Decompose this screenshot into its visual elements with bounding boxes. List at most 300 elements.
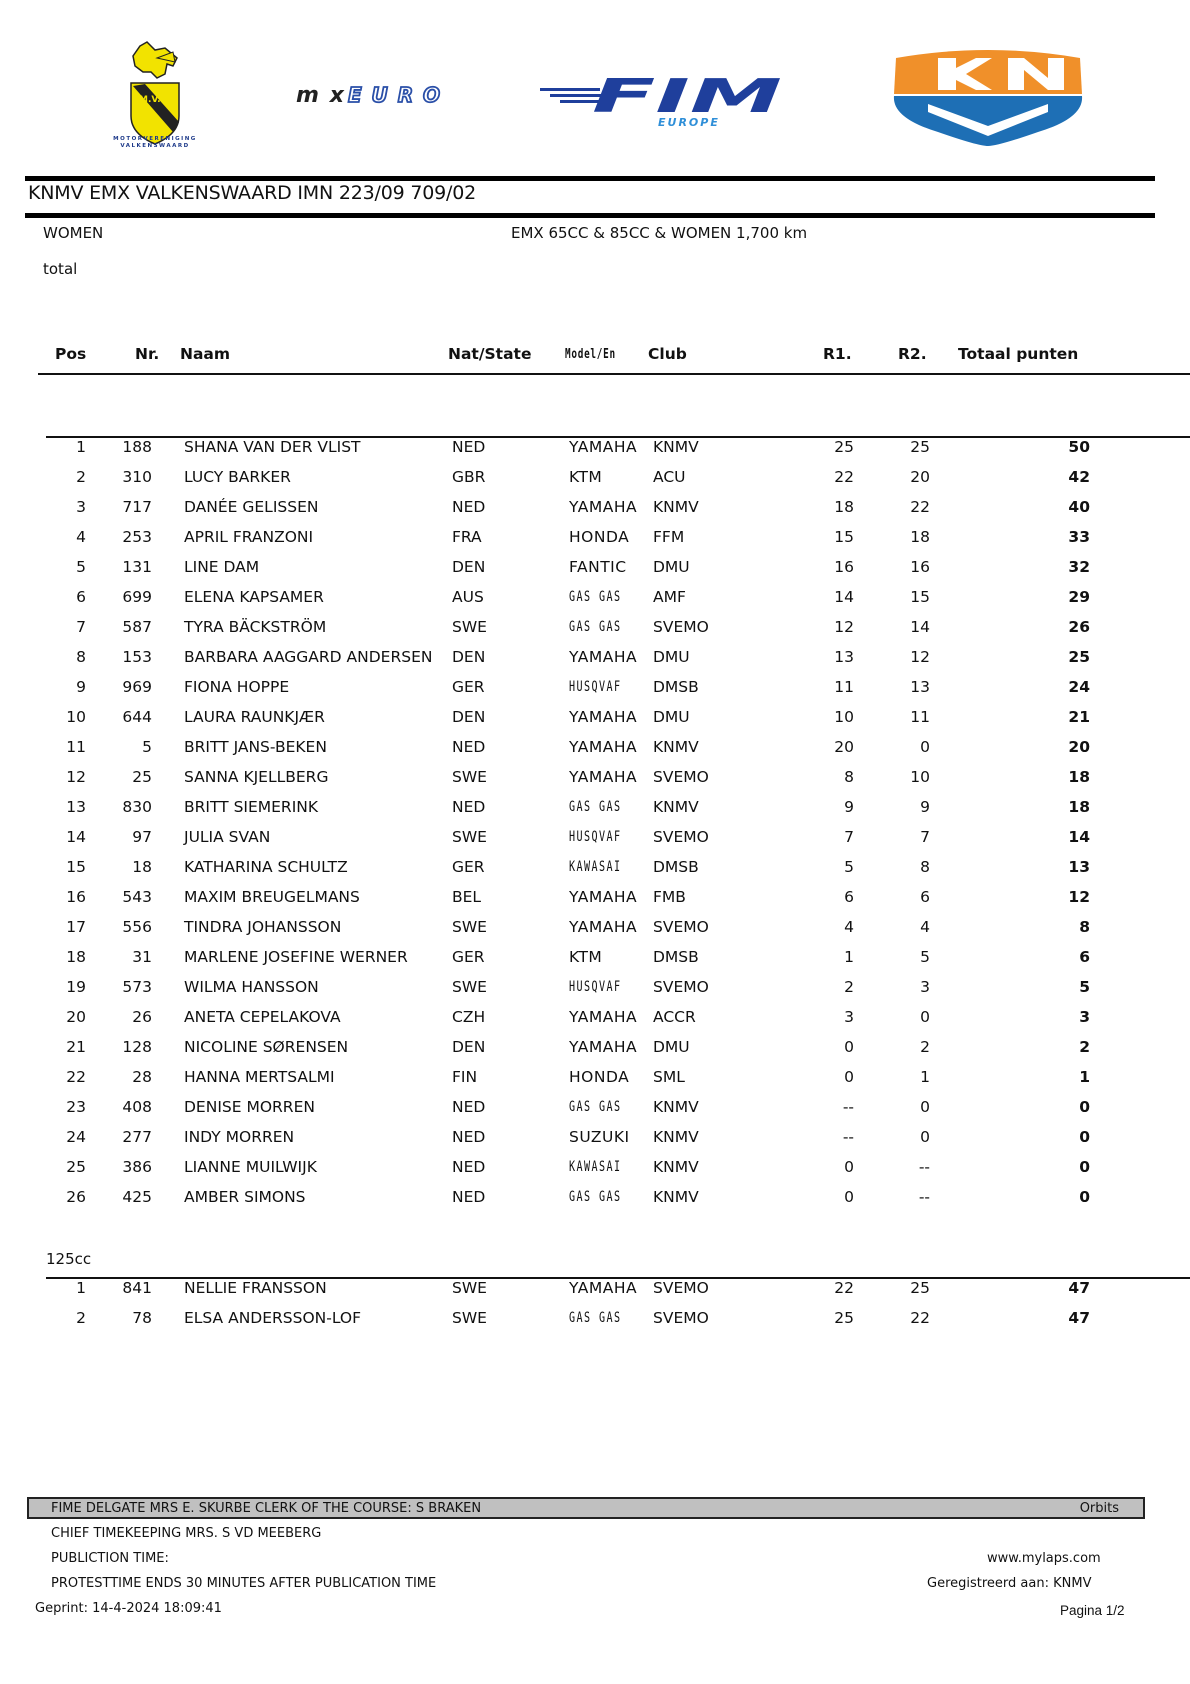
number-cell: 841 xyxy=(122,1279,152,1297)
race2-points-cell: 6 xyxy=(920,888,930,906)
nationality-cell: NED xyxy=(452,1098,486,1116)
svg-text:FIM: FIM xyxy=(592,70,782,123)
mylaps-website[interactable]: www.mylaps.com xyxy=(987,1551,1101,1566)
category-label: WOMEN xyxy=(43,224,104,242)
table-row xyxy=(0,558,1190,588)
total-points-cell: 8 xyxy=(1079,918,1090,936)
total-points-cell: 40 xyxy=(1068,498,1090,516)
race1-points-cell: 12 xyxy=(834,618,854,636)
club-cell: DMSB xyxy=(653,948,699,966)
number-cell: 28 xyxy=(132,1068,152,1086)
nationality-cell: NED xyxy=(452,798,486,816)
total-points-cell: 50 xyxy=(1068,438,1090,456)
chief-timekeeping: CHIEF TIMEKEEPING MRS. S VD MEEBERG xyxy=(51,1526,322,1541)
table-row xyxy=(0,858,1190,888)
model-cell: YAMAHA xyxy=(569,768,638,786)
race1-points-cell: 5 xyxy=(844,858,854,876)
club-cell: AMF xyxy=(653,588,686,606)
mvv-logo-text: MOTORVERENIGING VALKENSWAARD xyxy=(113,136,197,149)
model-cell: GAS GAS xyxy=(569,619,622,635)
race1-points-cell: 14 xyxy=(834,588,854,606)
model-cell: SUZUKI xyxy=(569,1128,630,1146)
position-cell: 12 xyxy=(66,768,86,786)
number-cell: 556 xyxy=(122,918,152,936)
race2-points-cell: 0 xyxy=(920,738,930,756)
table-row xyxy=(0,1309,1190,1339)
table-row xyxy=(0,1158,1190,1188)
race2-points-cell: 0 xyxy=(920,1008,930,1026)
club-cell: KNMV xyxy=(653,1098,699,1116)
rider-name-cell: MAXIM BREUGELMANS xyxy=(184,888,360,906)
position-cell: 14 xyxy=(66,828,86,846)
col-header-nr: Nr. xyxy=(135,345,160,363)
nationality-cell: CZH xyxy=(452,1008,486,1026)
club-cell: ACU xyxy=(653,468,686,486)
nationality-cell: DEN xyxy=(452,648,486,666)
position-cell: 25 xyxy=(66,1158,86,1176)
race2-points-cell: 12 xyxy=(910,648,930,666)
race1-points-cell: 7 xyxy=(844,828,854,846)
nationality-cell: DEN xyxy=(452,708,486,726)
nationality-cell: NED xyxy=(452,1188,486,1206)
race2-points-cell: 25 xyxy=(910,438,930,456)
model-cell: YAMAHA xyxy=(569,918,638,936)
rider-name-cell: NICOLINE SØRENSEN xyxy=(184,1038,349,1056)
table-row xyxy=(0,918,1190,948)
table-row xyxy=(0,588,1190,618)
model-cell: GAS GAS xyxy=(569,799,622,815)
nationality-cell: SWE xyxy=(452,618,487,636)
club-cell: KNMV xyxy=(653,1128,699,1146)
table-row xyxy=(0,1188,1190,1218)
number-cell: 153 xyxy=(122,648,152,666)
race2-points-cell: 22 xyxy=(910,1309,930,1327)
nationality-cell: NED xyxy=(452,438,486,456)
position-cell: 23 xyxy=(66,1098,86,1116)
number-cell: 18 xyxy=(132,858,152,876)
race2-points-cell: 9 xyxy=(920,798,930,816)
number-cell: 188 xyxy=(122,438,152,456)
fim-wordmark-icon xyxy=(540,70,785,130)
nationality-cell: SWE xyxy=(452,978,487,996)
class-125-label: 125cc xyxy=(46,1250,92,1268)
model-cell: HUSQVAF xyxy=(569,829,622,845)
total-points-cell: 0 xyxy=(1079,1128,1090,1146)
rider-name-cell: INDY MORREN xyxy=(184,1128,295,1146)
number-cell: 131 xyxy=(122,558,152,576)
col-header-r1: R1. xyxy=(823,345,852,363)
model-cell: KTM xyxy=(569,468,603,486)
position-cell: 22 xyxy=(66,1068,86,1086)
race2-points-cell: 8 xyxy=(920,858,930,876)
rider-name-cell: WILMA HANSSON xyxy=(184,978,319,996)
number-cell: 543 xyxy=(122,888,152,906)
model-cell: FANTIC xyxy=(569,558,627,576)
table-row xyxy=(0,1279,1190,1309)
number-cell: 699 xyxy=(122,588,152,606)
number-cell: 644 xyxy=(122,708,152,726)
race2-points-cell: 10 xyxy=(910,768,930,786)
club-cell: KNMV xyxy=(653,738,699,756)
total-points-cell: 1 xyxy=(1079,1068,1090,1086)
position-cell: 13 xyxy=(66,798,86,816)
table-row xyxy=(0,1128,1190,1158)
race2-points-cell: -- xyxy=(918,1158,930,1176)
nationality-cell: NED xyxy=(452,1158,486,1176)
race1-points-cell: 22 xyxy=(834,1279,854,1297)
model-cell: GAS GAS xyxy=(569,589,622,605)
col-header-nat: Nat/State xyxy=(448,345,532,363)
number-cell: 253 xyxy=(122,528,152,546)
fim-europe-logo xyxy=(540,70,785,130)
nationality-cell: SWE xyxy=(452,768,487,786)
nationality-cell: SWE xyxy=(452,828,487,846)
rider-name-cell: KATHARINA SCHULTZ xyxy=(184,858,348,876)
race1-points-cell: 20 xyxy=(834,738,854,756)
nationality-cell: NED xyxy=(452,738,486,756)
rider-name-cell: FIONA HOPPE xyxy=(184,678,290,696)
mxeuro-logo xyxy=(296,84,444,106)
club-cell: DMU xyxy=(653,708,690,726)
position-cell: 16 xyxy=(66,888,86,906)
number-cell: 425 xyxy=(122,1188,152,1206)
knmv-logo xyxy=(888,46,1088,148)
number-cell: 277 xyxy=(122,1128,152,1146)
subtitle-label: total xyxy=(43,260,78,278)
table-row xyxy=(0,618,1190,648)
rider-name-cell: MARLENE JOSEFINE WERNER xyxy=(184,948,408,966)
club-cell: SML xyxy=(653,1068,685,1086)
model-cell: HUSQVAF xyxy=(569,679,622,695)
race1-points-cell: 1 xyxy=(844,948,854,966)
club-cell: DMSB xyxy=(653,858,699,876)
total-points-cell: 42 xyxy=(1068,468,1090,486)
page-title: KNMV EMX VALKENSWAARD IMN 223/09 709/02 xyxy=(28,182,476,204)
total-points-cell: 47 xyxy=(1068,1279,1090,1297)
model-cell: YAMAHA xyxy=(569,738,638,756)
nationality-cell: FRA xyxy=(452,528,482,546)
race2-points-cell: 1 xyxy=(920,1068,930,1086)
total-points-cell: 18 xyxy=(1068,768,1090,786)
race1-points-cell: 25 xyxy=(834,1309,854,1327)
position-cell: 3 xyxy=(76,498,86,516)
title-rule-top xyxy=(25,176,1155,181)
model-cell: KAWASAI xyxy=(569,1159,622,1175)
race1-points-cell: 16 xyxy=(834,558,854,576)
race2-points-cell: 7 xyxy=(920,828,930,846)
rider-name-cell: SHANA VAN DER VLIST xyxy=(184,438,361,456)
model-cell: YAMAHA xyxy=(569,1008,638,1026)
publication-time: PUBLICTION TIME: xyxy=(51,1551,169,1566)
race2-points-cell: 4 xyxy=(920,918,930,936)
race1-points-cell: 0 xyxy=(844,1038,854,1056)
race2-points-cell: 2 xyxy=(920,1038,930,1056)
nationality-cell: DEN xyxy=(452,1038,486,1056)
position-cell: 9 xyxy=(76,678,86,696)
table-row xyxy=(0,1068,1190,1098)
rider-name-cell: APRIL FRANZONI xyxy=(184,528,314,546)
club-cell: SVEMO xyxy=(653,1279,709,1297)
position-cell: 20 xyxy=(66,1008,86,1026)
position-cell: 24 xyxy=(66,1128,86,1146)
race1-points-cell: 22 xyxy=(834,468,854,486)
model-cell: KTM xyxy=(569,948,603,966)
race2-points-cell: 13 xyxy=(910,678,930,696)
table-row xyxy=(0,948,1190,978)
race2-points-cell: 5 xyxy=(920,948,930,966)
club-cell: SVEMO xyxy=(653,918,709,936)
nationality-cell: FIN xyxy=(452,1068,478,1086)
position-cell: 17 xyxy=(66,918,86,936)
race2-points-cell: 0 xyxy=(920,1098,930,1116)
race1-points-cell: 11 xyxy=(834,678,854,696)
number-cell: 310 xyxy=(122,468,152,486)
total-points-cell: 14 xyxy=(1068,828,1090,846)
number-cell: 5 xyxy=(142,738,152,756)
number-cell: 97 xyxy=(132,828,152,846)
number-cell: 717 xyxy=(122,498,152,516)
rider-name-cell: BRITT SIEMERINK xyxy=(184,798,319,816)
total-points-cell: 6 xyxy=(1079,948,1090,966)
club-cell: KNMV xyxy=(653,438,699,456)
rider-name-cell: AMBER SIMONS xyxy=(184,1188,306,1206)
number-cell: 587 xyxy=(122,618,152,636)
nationality-cell: DEN xyxy=(452,558,486,576)
position-cell: 1 xyxy=(76,438,86,456)
printed-timestamp: Geprint: 14-4-2024 18:09:41 xyxy=(35,1601,222,1616)
race2-points-cell: 22 xyxy=(910,498,930,516)
number-cell: 969 xyxy=(122,678,152,696)
table-row xyxy=(0,648,1190,678)
club-cell: KNMV xyxy=(653,1188,699,1206)
total-points-cell: 29 xyxy=(1068,588,1090,606)
rider-name-cell: DENISE MORREN xyxy=(184,1098,315,1116)
total-points-cell: 0 xyxy=(1079,1158,1090,1176)
knmv-emblem-icon xyxy=(888,46,1088,148)
club-cell: SVEMO xyxy=(653,1309,709,1327)
position-cell: 2 xyxy=(76,468,86,486)
col-header-club: Club xyxy=(648,345,687,363)
table-row xyxy=(0,1038,1190,1068)
club-cell: SVEMO xyxy=(653,618,709,636)
club-cell: FMB xyxy=(653,888,686,906)
total-points-cell: 2 xyxy=(1079,1038,1090,1056)
mxeuro-wordmark-icon xyxy=(296,84,444,106)
page-number: Pagina 1/2 xyxy=(1060,1603,1125,1618)
table-row xyxy=(0,678,1190,708)
svg-text:EUROPE: EUROPE xyxy=(658,116,720,129)
rider-name-cell: JULIA SVAN xyxy=(184,828,271,846)
number-cell: 26 xyxy=(132,1008,152,1026)
rider-name-cell: BARBARA AAGGARD ANDERSEN xyxy=(184,648,433,666)
model-cell: YAMAHA xyxy=(569,888,638,906)
rider-name-cell: ELSA ANDERSSON-LOF xyxy=(184,1309,362,1327)
race1-points-cell: -- xyxy=(842,1128,854,1146)
total-points-cell: 26 xyxy=(1068,618,1090,636)
col-header-name: Naam xyxy=(180,345,231,363)
race1-points-cell: 10 xyxy=(834,708,854,726)
club-cell: SVEMO xyxy=(653,978,709,996)
race2-points-cell: 16 xyxy=(910,558,930,576)
col-header-model: Model/En xyxy=(565,347,616,362)
position-cell: 18 xyxy=(66,948,86,966)
number-cell: 31 xyxy=(132,948,152,966)
mvv-logo xyxy=(95,38,215,156)
table-row xyxy=(0,1098,1190,1128)
officials-bar xyxy=(27,1497,1145,1519)
total-points-cell: 32 xyxy=(1068,558,1090,576)
club-cell: DMU xyxy=(653,558,690,576)
rider-name-cell: ANETA CEPELAKOVA xyxy=(184,1008,341,1026)
rider-name-cell: BRITT JANS-BEKEN xyxy=(184,738,327,756)
svg-text:M.V.V.: M.V.V. xyxy=(139,95,170,105)
col-header-r2: R2. xyxy=(898,345,927,363)
table-row xyxy=(0,978,1190,1008)
nationality-cell: NED xyxy=(452,1128,486,1146)
club-cell: FFM xyxy=(653,528,685,546)
model-cell: HONDA xyxy=(569,528,630,546)
orbits-label: Orbits xyxy=(1079,1501,1119,1516)
position-cell: 1 xyxy=(76,1279,86,1297)
total-points-cell: 5 xyxy=(1079,978,1090,996)
model-cell: GAS GAS xyxy=(569,1099,622,1115)
position-cell: 26 xyxy=(66,1188,86,1206)
position-cell: 19 xyxy=(66,978,86,996)
race2-points-cell: 18 xyxy=(910,528,930,546)
club-cell: KNMV xyxy=(653,1158,699,1176)
club-cell: DMU xyxy=(653,648,690,666)
officials-text: FIME DELGATE MRS E. SKURBE CLERK OF THE COURSE: S BRAKEN xyxy=(51,1501,482,1516)
model-cell: YAMAHA xyxy=(569,1038,638,1056)
protest-time: PROTESTTIME ENDS 30 MINUTES AFTER PUBLICATION TIME xyxy=(51,1576,437,1591)
model-cell: YAMAHA xyxy=(569,1279,638,1297)
position-cell: 15 xyxy=(66,858,86,876)
number-cell: 25 xyxy=(132,768,152,786)
header-rule xyxy=(38,373,1190,375)
number-cell: 128 xyxy=(122,1038,152,1056)
table-row xyxy=(0,438,1190,468)
race1-points-cell: 0 xyxy=(844,1188,854,1206)
race1-points-cell: 6 xyxy=(844,888,854,906)
position-cell: 10 xyxy=(66,708,86,726)
rider-name-cell: LINE DAM xyxy=(184,558,260,576)
table-row xyxy=(0,768,1190,798)
model-cell: GAS GAS xyxy=(569,1189,622,1205)
total-points-cell: 0 xyxy=(1079,1188,1090,1206)
total-points-cell: 21 xyxy=(1068,708,1090,726)
race1-points-cell: -- xyxy=(842,1098,854,1116)
total-points-cell: 3 xyxy=(1079,1008,1090,1026)
position-cell: 5 xyxy=(76,558,86,576)
table-row xyxy=(0,528,1190,558)
nationality-cell: GER xyxy=(452,948,485,966)
nationality-cell: GBR xyxy=(452,468,486,486)
rider-name-cell: TYRA BÄCKSTRÖM xyxy=(184,618,327,636)
rider-name-cell: ELENA KAPSAMER xyxy=(184,588,324,606)
club-cell: KNMV xyxy=(653,798,699,816)
nationality-cell: BEL xyxy=(452,888,482,906)
total-points-cell: 12 xyxy=(1068,888,1090,906)
rider-name-cell: TINDRA JOHANSSON xyxy=(184,918,342,936)
race2-points-cell: 3 xyxy=(920,978,930,996)
race2-points-cell: 0 xyxy=(920,1128,930,1146)
total-points-cell: 24 xyxy=(1068,678,1090,696)
club-cell: DMSB xyxy=(653,678,699,696)
nationality-cell: SWE xyxy=(452,1279,487,1297)
position-cell: 21 xyxy=(66,1038,86,1056)
nationality-cell: AUS xyxy=(452,588,484,606)
model-cell: HONDA xyxy=(569,1068,630,1086)
race2-points-cell: 11 xyxy=(910,708,930,726)
club-cell: KNMV xyxy=(653,498,699,516)
table-row xyxy=(0,1008,1190,1038)
race2-points-cell: 25 xyxy=(910,1279,930,1297)
table-row xyxy=(0,498,1190,528)
nationality-cell: SWE xyxy=(452,1309,487,1327)
club-cell: SVEMO xyxy=(653,828,709,846)
number-cell: 78 xyxy=(132,1309,152,1327)
race1-points-cell: 2 xyxy=(844,978,854,996)
race1-points-cell: 4 xyxy=(844,918,854,936)
table-row xyxy=(0,798,1190,828)
number-cell: 386 xyxy=(122,1158,152,1176)
table-row xyxy=(0,738,1190,768)
model-cell: YAMAHA xyxy=(569,648,638,666)
position-cell: 7 xyxy=(76,618,86,636)
event-label: EMX 65CC & 85CC & WOMEN 1,700 km xyxy=(511,224,808,242)
club-cell: DMU xyxy=(653,1038,690,1056)
rider-name-cell: DANÉE GELISSEN xyxy=(184,498,319,516)
race2-points-cell: 20 xyxy=(910,468,930,486)
race2-points-cell: -- xyxy=(918,1188,930,1206)
rider-name-cell: HANNA MERTSALMI xyxy=(184,1068,335,1086)
number-cell: 408 xyxy=(122,1098,152,1116)
race1-points-cell: 15 xyxy=(834,528,854,546)
position-cell: 4 xyxy=(76,528,86,546)
col-header-pos: Pos xyxy=(55,345,87,363)
total-points-cell: 25 xyxy=(1068,648,1090,666)
table-row xyxy=(0,468,1190,498)
registered-to: Geregistreerd aan: KNMV xyxy=(927,1576,1092,1591)
total-points-cell: 13 xyxy=(1068,858,1090,876)
table-row xyxy=(0,828,1190,858)
club-cell: SVEMO xyxy=(653,768,709,786)
position-cell: 2 xyxy=(76,1309,86,1327)
number-cell: 830 xyxy=(122,798,152,816)
race2-points-cell: 15 xyxy=(910,588,930,606)
title-rule-bottom xyxy=(25,213,1155,218)
model-cell: YAMAHA xyxy=(569,498,638,516)
svg-text:EURO: EURO xyxy=(348,84,440,106)
rider-name-cell: SANNA KJELLBERG xyxy=(184,768,329,786)
nationality-cell: GER xyxy=(452,858,485,876)
total-points-cell: 33 xyxy=(1068,528,1090,546)
model-cell: HUSQVAF xyxy=(569,979,622,995)
model-cell: GAS GAS xyxy=(569,1310,622,1326)
model-cell: KAWASAI xyxy=(569,859,622,875)
total-points-cell: 47 xyxy=(1068,1309,1090,1327)
total-points-cell: 20 xyxy=(1068,738,1090,756)
race1-points-cell: 0 xyxy=(844,1158,854,1176)
club-cell: ACCR xyxy=(653,1008,696,1026)
race1-points-cell: 9 xyxy=(844,798,854,816)
model-cell: YAMAHA xyxy=(569,708,638,726)
rider-name-cell: LAURA RAUNKJÆR xyxy=(184,708,325,726)
rider-name-cell: NELLIE FRANSSON xyxy=(184,1279,327,1297)
race1-points-cell: 25 xyxy=(834,438,854,456)
position-cell: 6 xyxy=(76,588,86,606)
race1-points-cell: 3 xyxy=(844,1008,854,1026)
